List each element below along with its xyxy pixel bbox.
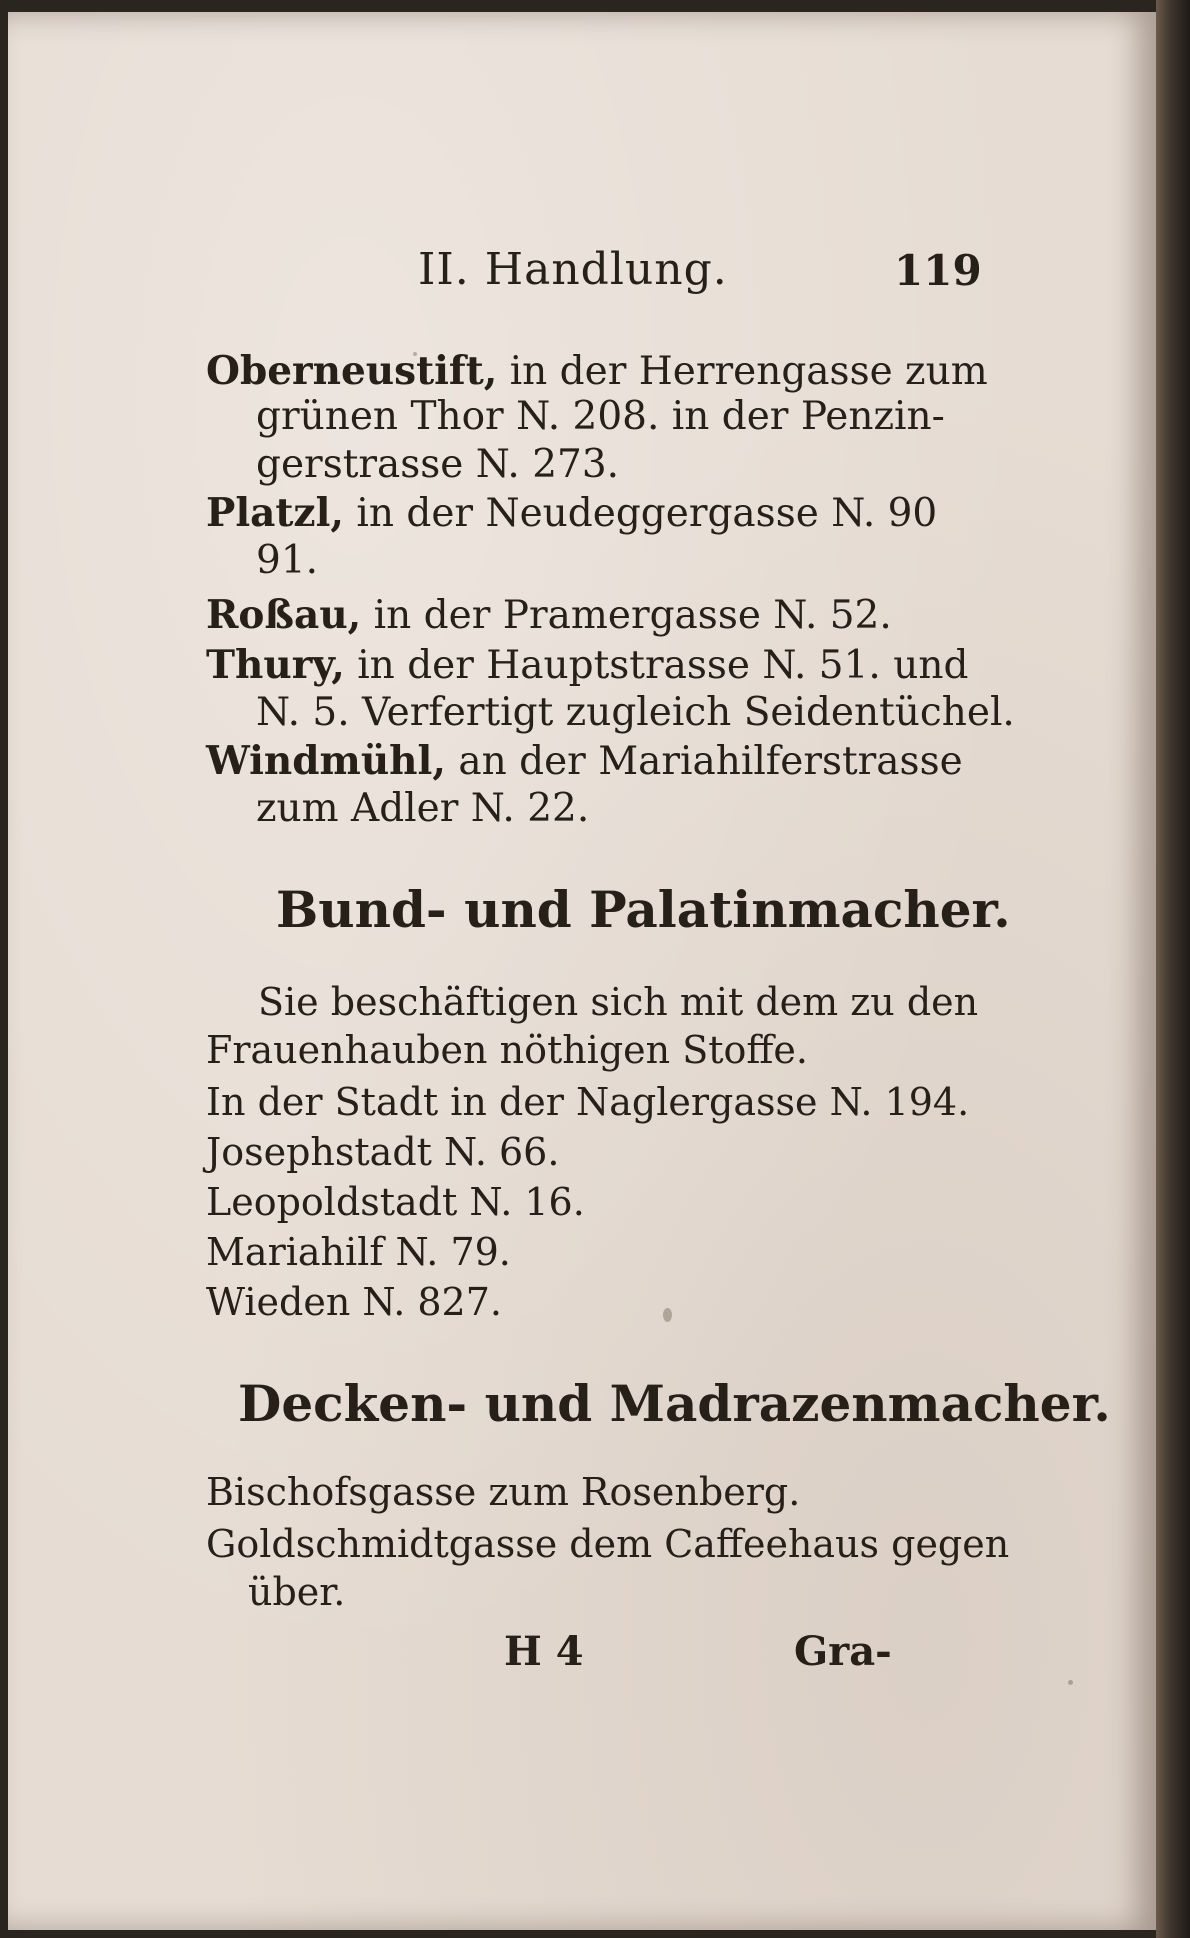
address-line: Leopoldstadt N. 16. (206, 1180, 585, 1224)
entry-continuation: grünen Thor N. 208. in der Penzin- (256, 394, 945, 439)
entry-thury (206, 642, 968, 689)
intro-text: Frauenhauben nöthigen Stoffe. (206, 1028, 808, 1072)
entry-name: Windmühl, (206, 738, 446, 784)
address-line: Goldschmidtgasse dem Caffeehaus gegen (206, 1522, 1010, 1566)
entry-rossau (206, 592, 892, 639)
entry-name: Oberneustift, (206, 348, 498, 394)
paper-speck (1068, 1680, 1073, 1685)
address-line: über. (248, 1570, 346, 1614)
address-line: Josephstadt N. 66. (206, 1130, 560, 1174)
address-line: Wieden N. 827. (206, 1280, 502, 1324)
entry-continuation: N. 5. Verfertigt zugleich Seidentüchel. (256, 690, 1015, 735)
address-line: Bischofsgasse zum Rosenberg. (206, 1470, 801, 1514)
entry-name: Thury, (206, 642, 345, 688)
entry-text: in der Neudeggergasse N. 90 (356, 491, 938, 536)
entry-windmuehl (206, 738, 963, 785)
paper-speck (663, 1308, 672, 1322)
section-heading-bundmacher: Bund- und Palatinmacher. (276, 880, 1011, 939)
entry-continuation: gerstrasse N. 273. (256, 442, 620, 487)
book-binding-edge (1156, 0, 1190, 1938)
page-paper (8, 12, 1156, 1930)
entry-continuation: 91. (256, 538, 319, 583)
entry-oberneustift (206, 348, 988, 395)
catchword: Gra- (794, 1628, 892, 1675)
entry-text: an der Mariahilferstrasse (458, 739, 963, 784)
running-head: II. Handlung. (418, 244, 728, 295)
address-line: Mariahilf N. 79. (206, 1230, 511, 1274)
entry-name: Roßau, (206, 592, 362, 638)
entry-continuation: zum Adler N. 22. (256, 786, 590, 831)
entry-name: Platzl, (206, 490, 344, 536)
page-number: 119 (894, 246, 982, 295)
entry-text: in der Hauptstrasse N. 51. und (357, 643, 969, 688)
entry-platzl (206, 490, 937, 537)
entry-text: in der Pramergasse N. 52. (373, 593, 892, 638)
address-line: In der Stadt in der Naglergasse N. 194. (206, 1080, 970, 1124)
entry-text: in der Herrengasse zum (509, 349, 988, 394)
intro-text: Sie beschäftigen sich mit dem zu den (258, 980, 979, 1024)
signature-mark: H 4 (504, 1628, 584, 1675)
section-heading-deckenmacher: Decken- und Madrazenmacher. (238, 1374, 1111, 1433)
